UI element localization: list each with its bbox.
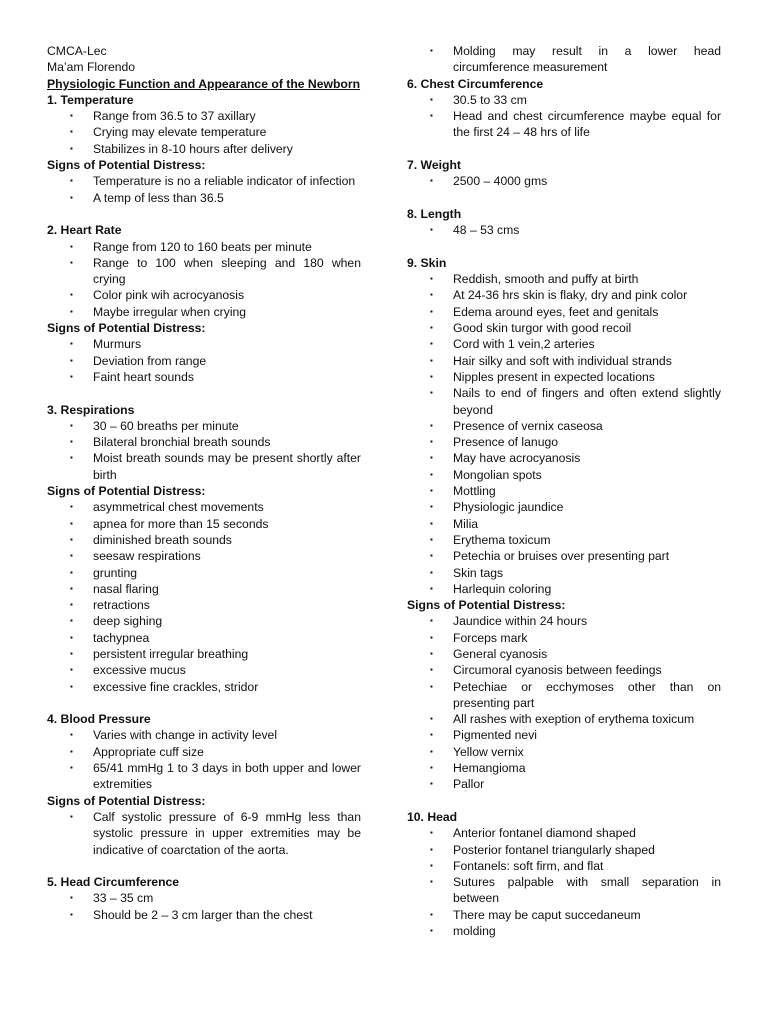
list-item bbox=[47, 548, 361, 564]
list-item-text: Reddish, smooth and puffy at birth bbox=[453, 272, 639, 287]
list-item bbox=[47, 124, 361, 140]
square-bullet-icon: ▪ bbox=[430, 225, 433, 235]
section-heading-blood-pressure: 4. Blood Pressure bbox=[47, 712, 151, 727]
list-item-text: Sutures palpable with small separation in between bbox=[453, 875, 721, 906]
list-item bbox=[47, 516, 361, 532]
list-item bbox=[47, 141, 361, 157]
list-item bbox=[47, 646, 361, 662]
list-item-text: Moist breath sounds may be present shortly after birth bbox=[93, 451, 361, 482]
list-item-text: Erythema toxicum bbox=[453, 532, 551, 547]
section-heading-heart-rate: 2. Heart Rate bbox=[47, 223, 122, 238]
list-item-text: excessive mucus bbox=[93, 663, 186, 678]
list-item-text: Crying may elevate temperature bbox=[93, 125, 267, 140]
square-bullet-icon: ▪ bbox=[430, 844, 433, 854]
list-item-text: Circumoral cyanosis between feedings bbox=[453, 663, 662, 678]
list-item bbox=[47, 532, 361, 548]
square-bullet-icon: ▪ bbox=[70, 583, 73, 593]
square-bullet-icon: ▪ bbox=[430, 877, 433, 887]
square-bullet-icon: ▪ bbox=[70, 632, 73, 642]
square-bullet-icon: ▪ bbox=[430, 420, 433, 430]
list-item bbox=[47, 336, 361, 352]
length-list bbox=[407, 222, 721, 238]
section-heading-head: 10. Head bbox=[407, 809, 458, 824]
list-item-text: Skin tags bbox=[453, 565, 504, 580]
square-bullet-icon: ▪ bbox=[70, 453, 73, 463]
list-item bbox=[407, 385, 721, 418]
list-item-text: Mongolian spots bbox=[453, 467, 542, 482]
list-item-text: Range to 100 when sleeping and 180 when crying bbox=[93, 255, 361, 287]
list-item-text: Mottling bbox=[453, 484, 496, 499]
course-code: CMCA-Lec bbox=[47, 44, 107, 58]
signs-label: Signs of Potential Distress: bbox=[47, 484, 206, 499]
square-bullet-icon: ▪ bbox=[70, 306, 73, 316]
square-bullet-icon: ▪ bbox=[70, 909, 73, 919]
list-item bbox=[407, 92, 721, 108]
list-item bbox=[407, 369, 721, 385]
signs-label: Signs of Potential Distress: bbox=[407, 598, 566, 613]
list-item-text: There may be caput succedaneum bbox=[453, 907, 641, 922]
list-item bbox=[407, 173, 721, 189]
list-item bbox=[47, 353, 361, 369]
square-bullet-icon: ▪ bbox=[430, 583, 433, 593]
list-item bbox=[407, 43, 721, 76]
square-bullet-icon: ▪ bbox=[430, 339, 433, 349]
square-bullet-icon: ▪ bbox=[430, 616, 433, 626]
list-item-text: At 24-36 hrs skin is flaky, dry and pink color bbox=[453, 288, 688, 303]
list-item-text: May have acrocyanosis bbox=[453, 451, 581, 466]
list-item bbox=[407, 630, 721, 646]
list-item bbox=[407, 320, 721, 336]
list-item bbox=[407, 760, 721, 776]
list-item bbox=[47, 434, 361, 450]
list-item bbox=[47, 597, 361, 613]
list-item bbox=[407, 825, 721, 841]
square-bullet-icon: ▪ bbox=[430, 648, 433, 658]
square-bullet-icon: ▪ bbox=[70, 257, 73, 267]
signs-label: Signs of Potential Distress: bbox=[47, 793, 206, 808]
spacer bbox=[47, 385, 361, 401]
square-bullet-icon: ▪ bbox=[430, 453, 433, 463]
square-bullet-icon: ▪ bbox=[70, 176, 73, 186]
list-item bbox=[407, 613, 721, 629]
list-item bbox=[47, 190, 361, 206]
list-item bbox=[407, 467, 721, 483]
list-item bbox=[407, 646, 721, 662]
skin-list bbox=[407, 271, 721, 597]
list-item bbox=[407, 353, 721, 369]
list-item bbox=[47, 630, 361, 646]
square-bullet-icon: ▪ bbox=[70, 600, 73, 610]
list-item-text: 30.5 to 33 cm bbox=[453, 92, 527, 107]
list-item-text: Range from 36.5 to 37 axillary bbox=[93, 109, 256, 124]
molding-continued-list bbox=[407, 43, 721, 76]
list-item-text: Yellow vernix bbox=[453, 744, 524, 759]
list-item bbox=[47, 760, 361, 793]
list-item bbox=[407, 222, 721, 238]
temperature-signs-list bbox=[47, 173, 361, 206]
list-item-text: Edema around eyes, feet and genitals bbox=[453, 304, 659, 319]
list-item-text: Temperature is no a reliable indicator of infection bbox=[93, 174, 356, 189]
document-title: Physiologic Function and Appearance of the Newborn bbox=[47, 76, 361, 91]
square-bullet-icon: ▪ bbox=[70, 551, 73, 561]
list-item bbox=[407, 499, 721, 515]
list-item-text: Physiologic jaundice bbox=[453, 500, 564, 515]
square-bullet-icon: ▪ bbox=[70, 339, 73, 349]
square-bullet-icon: ▪ bbox=[430, 714, 433, 724]
spacer bbox=[407, 239, 721, 255]
list-item bbox=[47, 744, 361, 760]
square-bullet-icon: ▪ bbox=[70, 730, 73, 740]
square-bullet-icon: ▪ bbox=[70, 420, 73, 430]
square-bullet-icon: ▪ bbox=[430, 681, 433, 691]
list-item bbox=[407, 304, 721, 320]
skin-signs-list bbox=[407, 613, 721, 792]
list-item-text: Presence of vernix caseosa bbox=[453, 418, 603, 433]
list-item-text: Deviation from range bbox=[93, 353, 207, 368]
list-item bbox=[407, 923, 721, 939]
list-item bbox=[47, 727, 361, 743]
list-item-text: Petechia or bruises over presenting part bbox=[453, 549, 670, 564]
list-item bbox=[47, 581, 361, 597]
square-bullet-icon: ▪ bbox=[70, 616, 73, 626]
list-item-text: Jaundice within 24 hours bbox=[453, 614, 588, 629]
list-item bbox=[407, 744, 721, 760]
square-bullet-icon: ▪ bbox=[430, 534, 433, 544]
spacer bbox=[407, 190, 721, 206]
list-item-text: Stabilizes in 8-10 hours after delivery bbox=[93, 141, 293, 156]
list-item bbox=[407, 450, 721, 466]
list-item bbox=[47, 907, 361, 923]
list-item bbox=[47, 418, 361, 434]
section-heading-skin: 9. Skin bbox=[407, 255, 447, 270]
square-bullet-icon: ▪ bbox=[70, 811, 73, 821]
list-item bbox=[407, 418, 721, 434]
list-item-text: Molding may result in a lower head circumference measurement bbox=[453, 44, 721, 75]
square-bullet-icon: ▪ bbox=[430, 567, 433, 577]
square-bullet-icon: ▪ bbox=[70, 567, 73, 577]
list-item-text: Presence of lanugo bbox=[453, 435, 559, 450]
spacer bbox=[47, 858, 361, 874]
square-bullet-icon: ▪ bbox=[430, 909, 433, 919]
list-item bbox=[47, 173, 361, 189]
list-item-text: Petechiae or ecchymoses other than on presenting part bbox=[453, 679, 721, 710]
square-bullet-icon: ▪ bbox=[70, 111, 73, 121]
square-bullet-icon: ▪ bbox=[430, 437, 433, 447]
list-item-text: Pallor bbox=[453, 777, 485, 792]
square-bullet-icon: ▪ bbox=[430, 274, 433, 284]
list-item bbox=[407, 874, 721, 907]
instructor-name: Ma’am Florendo bbox=[47, 60, 136, 75]
square-bullet-icon: ▪ bbox=[430, 355, 433, 365]
square-bullet-icon: ▪ bbox=[70, 290, 73, 300]
list-item bbox=[47, 255, 361, 288]
list-item-text: Hair silky and soft with individual strands bbox=[453, 353, 672, 368]
list-item bbox=[47, 450, 361, 483]
list-item bbox=[407, 336, 721, 352]
chest-circumference-list bbox=[407, 92, 721, 141]
square-bullet-icon: ▪ bbox=[70, 534, 73, 544]
list-item bbox=[47, 287, 361, 303]
list-item-text: asymmetrical chest movements bbox=[93, 500, 264, 515]
heart-rate-signs-list bbox=[47, 336, 361, 385]
list-item bbox=[407, 516, 721, 532]
list-item bbox=[407, 548, 721, 564]
square-bullet-icon: ▪ bbox=[70, 648, 73, 658]
list-item bbox=[407, 434, 721, 450]
list-item-text: nasal flaring bbox=[93, 581, 159, 596]
square-bullet-icon: ▪ bbox=[70, 437, 73, 447]
list-item bbox=[47, 809, 361, 858]
left-column bbox=[47, 43, 361, 923]
list-item-text: Good skin turgor with good recoil bbox=[453, 321, 632, 336]
signs-label: Signs of Potential Distress: bbox=[47, 158, 206, 173]
list-item bbox=[407, 483, 721, 499]
list-item-text: Anterior fontanel diamond shaped bbox=[453, 826, 636, 841]
list-item-text: grunting bbox=[93, 565, 138, 580]
square-bullet-icon: ▪ bbox=[70, 127, 73, 137]
spacer bbox=[47, 695, 361, 711]
square-bullet-icon: ▪ bbox=[430, 730, 433, 740]
list-item bbox=[407, 287, 721, 303]
list-item-text: excessive fine crackles, stridor bbox=[93, 679, 259, 694]
list-item-text: Range from 120 to 160 beats per minute bbox=[93, 239, 312, 254]
list-item bbox=[47, 108, 361, 124]
square-bullet-icon: ▪ bbox=[70, 746, 73, 756]
list-item-text: 48 – 53 cms bbox=[453, 223, 520, 238]
section-heading-temperature: 1. Temperature bbox=[47, 92, 134, 107]
section-heading-chest-circumference: 6. Chest Circumference bbox=[407, 76, 544, 91]
square-bullet-icon: ▪ bbox=[70, 893, 73, 903]
list-item bbox=[407, 565, 721, 581]
square-bullet-icon: ▪ bbox=[430, 388, 433, 398]
square-bullet-icon: ▪ bbox=[430, 763, 433, 773]
list-item-text: Nipples present in expected locations bbox=[453, 369, 655, 384]
respirations-list bbox=[47, 418, 361, 483]
list-item-text: 2500 – 4000 gms bbox=[453, 174, 548, 189]
list-item-text: Head and chest circumference maybe equal for the first 24 – 48 hrs of life bbox=[453, 109, 721, 140]
list-item-text: All rashes with exeption of erythema toxicum bbox=[453, 712, 695, 727]
square-bullet-icon: ▪ bbox=[430, 323, 433, 333]
list-item bbox=[407, 842, 721, 858]
list-item-text: Hemangioma bbox=[453, 761, 526, 776]
list-item-text: Forceps mark bbox=[453, 630, 528, 645]
spacer bbox=[407, 793, 721, 809]
list-item-text: Faint heart sounds bbox=[93, 369, 194, 384]
list-item bbox=[407, 581, 721, 597]
square-bullet-icon: ▪ bbox=[430, 94, 433, 104]
list-item-text: retractions bbox=[93, 598, 150, 613]
signs-label: Signs of Potential Distress: bbox=[47, 321, 206, 336]
square-bullet-icon: ▪ bbox=[430, 746, 433, 756]
list-item bbox=[47, 369, 361, 385]
respirations-signs-list bbox=[47, 499, 361, 695]
list-item-text: diminished breath sounds bbox=[93, 532, 232, 547]
square-bullet-icon: ▪ bbox=[430, 828, 433, 838]
list-item bbox=[407, 711, 721, 727]
list-item-text: Varies with change in activity level bbox=[93, 728, 278, 743]
list-item-text: molding bbox=[453, 924, 496, 939]
list-item-text: Pigmented nevi bbox=[453, 728, 538, 743]
list-item bbox=[47, 679, 361, 695]
square-bullet-icon: ▪ bbox=[70, 355, 73, 365]
square-bullet-icon: ▪ bbox=[430, 632, 433, 642]
square-bullet-icon: ▪ bbox=[70, 681, 73, 691]
section-heading-head-circumference: 5. Head Circumference bbox=[47, 875, 180, 890]
list-item bbox=[47, 565, 361, 581]
list-item-text: 30 – 60 breaths per minute bbox=[93, 418, 239, 433]
list-item-text: Calf systolic pressure of 6-9 mmHg less than systolic pressure in upper extremities may be indicative of coarctation of the aorta. bbox=[93, 809, 361, 857]
square-bullet-icon: ▪ bbox=[430, 551, 433, 561]
list-item-text: Milia bbox=[453, 516, 479, 531]
list-item-text: deep sighing bbox=[93, 614, 163, 629]
list-item bbox=[407, 679, 721, 712]
list-item bbox=[407, 858, 721, 874]
list-item bbox=[47, 613, 361, 629]
square-bullet-icon: ▪ bbox=[430, 111, 433, 121]
list-item-text: Should be 2 – 3 cm larger than the chest bbox=[93, 907, 313, 922]
section-heading-length: 8. Length bbox=[407, 206, 462, 221]
list-item-text: Nails to end of fingers and often extend slightly beyond bbox=[453, 386, 721, 417]
list-item bbox=[47, 499, 361, 515]
list-item-text: Color pink wih acrocyanosis bbox=[93, 288, 245, 303]
square-bullet-icon: ▪ bbox=[70, 518, 73, 528]
list-item-text: Posterior fontanel triangularly shaped bbox=[453, 842, 655, 857]
blood-pressure-signs-list bbox=[47, 809, 361, 858]
list-item bbox=[407, 907, 721, 923]
list-item-text: Murmurs bbox=[93, 337, 142, 352]
temperature-list bbox=[47, 108, 361, 157]
head-circumference-list bbox=[47, 890, 361, 923]
spacer bbox=[47, 206, 361, 222]
list-item-text: General cyanosis bbox=[453, 646, 548, 661]
square-bullet-icon: ▪ bbox=[70, 143, 73, 153]
square-bullet-icon: ▪ bbox=[430, 46, 433, 55]
list-item-text: Harlequin coloring bbox=[453, 581, 552, 596]
blood-pressure-list bbox=[47, 727, 361, 792]
list-item-text: A temp of less than 36.5 bbox=[93, 190, 224, 205]
list-item bbox=[47, 239, 361, 255]
right-column bbox=[407, 43, 721, 939]
list-item bbox=[407, 271, 721, 287]
heart-rate-list bbox=[47, 239, 361, 320]
list-item-text: Maybe irregular when crying bbox=[93, 304, 247, 319]
square-bullet-icon: ▪ bbox=[430, 469, 433, 479]
list-item-text: Cord with 1 vein,2 arteries bbox=[453, 337, 595, 352]
square-bullet-icon: ▪ bbox=[430, 665, 433, 675]
list-item bbox=[407, 727, 721, 743]
square-bullet-icon: ▪ bbox=[430, 176, 433, 186]
list-item-text: 65/41 mmHg 1 to 3 days in both upper and lower extremities bbox=[93, 761, 361, 792]
list-item-text: Bilateral bronchial breath sounds bbox=[93, 435, 271, 450]
spacer bbox=[407, 141, 721, 157]
list-item bbox=[47, 662, 361, 678]
list-item bbox=[407, 108, 721, 141]
square-bullet-icon: ▪ bbox=[430, 290, 433, 300]
square-bullet-icon: ▪ bbox=[70, 371, 73, 381]
square-bullet-icon: ▪ bbox=[70, 241, 73, 251]
square-bullet-icon: ▪ bbox=[70, 192, 73, 202]
square-bullet-icon: ▪ bbox=[430, 926, 433, 936]
list-item-text: Fontanels: soft firm, and flat bbox=[453, 858, 604, 873]
square-bullet-icon: ▪ bbox=[430, 502, 433, 512]
square-bullet-icon: ▪ bbox=[70, 665, 73, 675]
square-bullet-icon: ▪ bbox=[430, 779, 433, 789]
list-item bbox=[47, 304, 361, 320]
list-item-text: tachypnea bbox=[93, 630, 150, 645]
list-item-text: apnea for more than 15 seconds bbox=[93, 516, 269, 531]
list-item bbox=[407, 776, 721, 792]
section-heading-respirations: 3. Respirations bbox=[47, 402, 135, 417]
square-bullet-icon: ▪ bbox=[430, 518, 433, 528]
head-list bbox=[407, 825, 721, 939]
list-item-text: Appropriate cuff size bbox=[93, 744, 204, 759]
weight-list bbox=[407, 173, 721, 189]
square-bullet-icon: ▪ bbox=[430, 486, 433, 496]
square-bullet-icon: ▪ bbox=[70, 763, 73, 773]
square-bullet-icon: ▪ bbox=[430, 371, 433, 381]
square-bullet-icon: ▪ bbox=[430, 306, 433, 316]
list-item-text: 33 – 35 cm bbox=[93, 891, 154, 906]
square-bullet-icon: ▪ bbox=[70, 502, 73, 512]
list-item-text: seesaw respirations bbox=[93, 549, 201, 564]
list-item bbox=[407, 532, 721, 548]
square-bullet-icon: ▪ bbox=[430, 860, 433, 870]
list-item bbox=[407, 662, 721, 678]
section-heading-weight: 7. Weight bbox=[407, 158, 461, 173]
list-item bbox=[47, 890, 361, 906]
list-item-text: persistent irregular breathing bbox=[93, 646, 249, 661]
